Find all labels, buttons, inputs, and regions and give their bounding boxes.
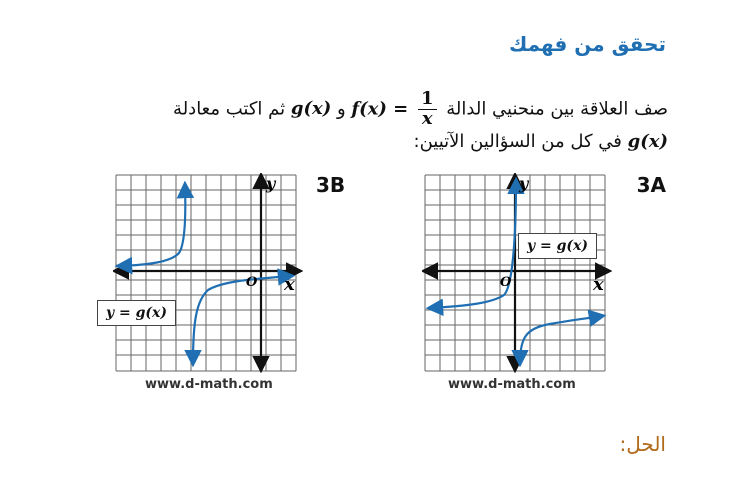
g-expression: g(x) [290,98,332,120]
grid-3b [116,175,296,371]
curve-3b-right [193,276,291,363]
fraction-numerator: 1 [418,90,437,110]
f-expression: f(x) = [351,98,409,120]
origin-label-3b: O [246,275,258,290]
equation-label-3a: y = g(x) [518,233,597,259]
fraction [418,90,437,129]
curve-3b-left [119,185,185,266]
y-axis-label-3b: y [266,174,276,193]
instruction-line-1 [173,90,668,129]
problem-label-3b: 3B [316,173,346,197]
watermark-3b: www.d-math.com [145,377,273,392]
problem-label-3a: 3A [636,173,666,197]
instruction-text-b: ثم اكتب معادلة [173,98,286,120]
section-title: تحقق من فهمك [509,32,666,56]
and-word: و [336,98,346,120]
solution-label: الحل: [619,432,666,456]
g-expression-2: g(x) [627,131,668,152]
watermark-3a: www.d-math.com [448,377,576,392]
graph-3b [113,173,303,373]
origin-label-3a: O [500,275,512,290]
instruction-line-2 [414,131,669,152]
x-axis-label-3a: x [593,274,604,295]
instruction-text-a: صف العلاقة بين منحنيي الدالة [446,98,668,120]
x-axis-label-3b: x [284,274,295,295]
fraction-denominator: x [421,107,433,129]
instruction-text-c: في كل من السؤالين الآتيين: [413,131,622,152]
graph-3a [422,173,612,373]
f-definition [351,90,440,129]
equation-label-3b: y = g(x) [97,300,176,326]
y-axis-label-3a: y [519,174,529,193]
